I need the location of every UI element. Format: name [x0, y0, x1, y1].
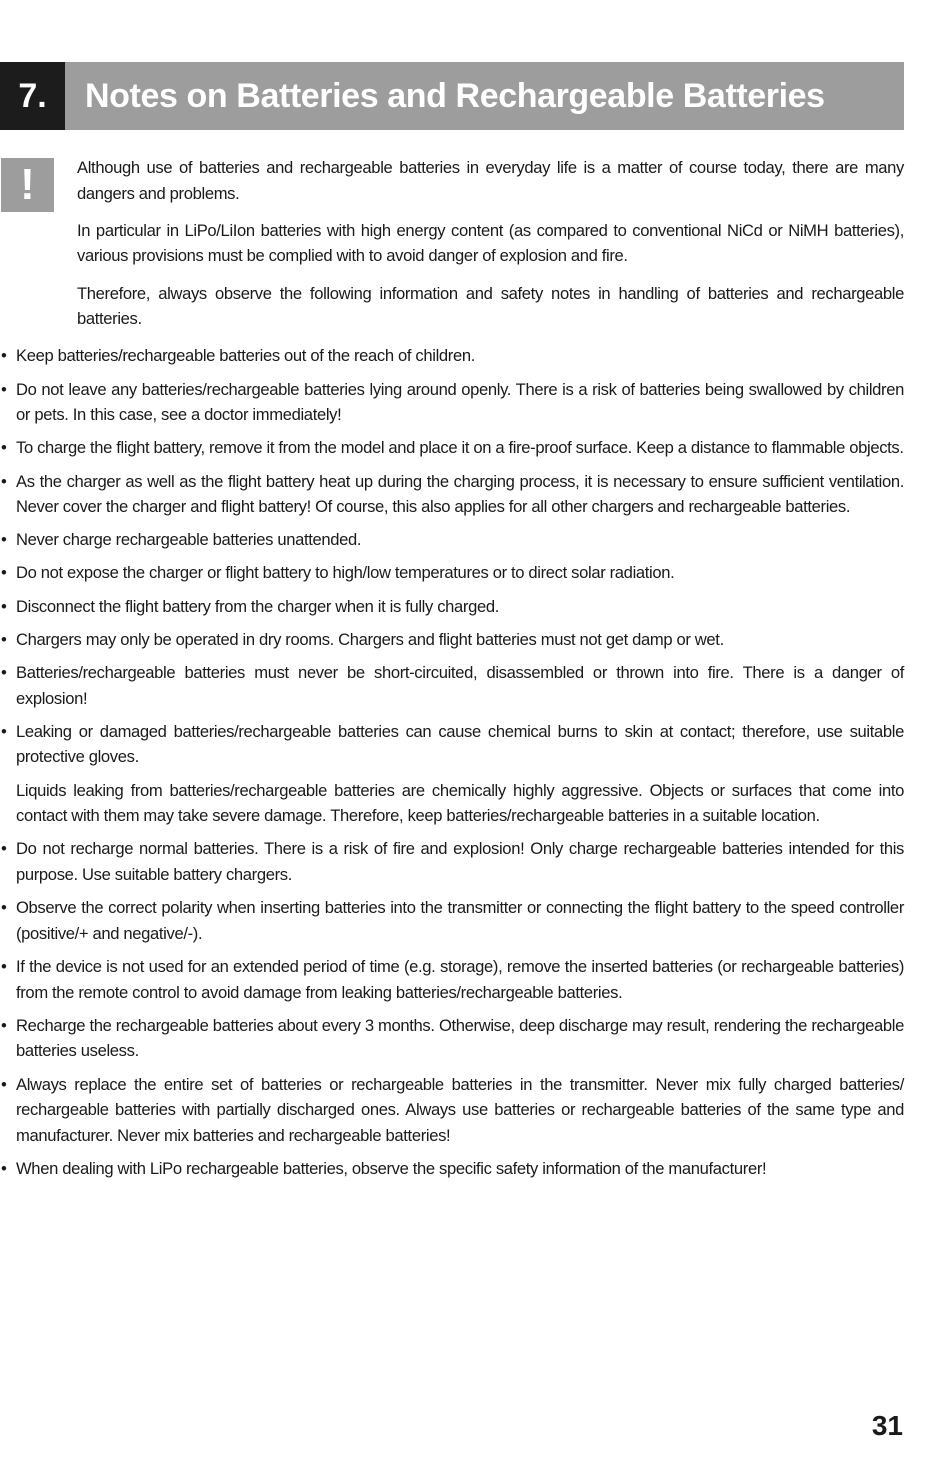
- intro-paragraph: Although use of batteries and rechargeable batteries in everyday life is a matter of course today, there are many dangers and problems.: [77, 158, 904, 203]
- warning-icon: !: [1, 158, 54, 212]
- page-content: [0, 155, 904, 1189]
- list-item: [0, 435, 904, 461]
- list-item: [0, 660, 904, 711]
- list-item-continuation: Liquids leaking from batteries/rechargeable batteries are chemically highly aggressive. Objects or surfaces that come into contact with them may take severe damage. Therefore, keep batteries/rechargeable batteries in a suitable location.: [16, 780, 904, 826]
- list-item: [0, 343, 904, 369]
- list-item: [0, 527, 904, 553]
- list-item: [0, 1072, 904, 1149]
- list-item: [0, 719, 904, 829]
- intro-paragraph: Therefore, always observe the following information and safety notes in handling of batteries and rechargeable batteries.: [77, 283, 904, 329]
- section-heading: [0, 62, 904, 130]
- page-number: 31: [871, 1410, 903, 1441]
- list-item: [0, 1013, 904, 1064]
- section-title: Notes on Batteries and Rechargeable Batteries: [65, 62, 904, 130]
- list-item-text: • Disconnect the flight battery from the charger when it is fully charged.: [16, 596, 500, 616]
- list-item-text: • Do not expose the charger or flight battery to high/low temperatures or to direct solar radiation.: [16, 563, 675, 583]
- list-item-text: • Keep batteries/rechargeable batteries out of the reach of children.: [16, 346, 475, 366]
- list-item: [0, 377, 904, 428]
- list-item: [0, 560, 904, 586]
- list-item-text: • Observe the correct polarity when inserting batteries into the transmitter or connecting the flight battery to the speed controller (positive/+ and negative/-).: [16, 898, 904, 943]
- list-item-text: • Do not recharge normal batteries. There is a risk of fire and explosion! Only charge rechargeable batteries intended for this purpose. Use suitable battery chargers.: [16, 839, 904, 884]
- list-item-text: • As the charger as well as the flight battery heat up during the charging process, it is necessary to ensure sufficient ventilation. Never cover the charger and flight battery! Of course, this also applies for all other chargers and rechargeable batteries.: [16, 471, 904, 517]
- list-item-text: • Batteries/rechargeable batteries must never be short-circuited, disassembled or thrown into fire. There is a danger of explosion!: [16, 663, 904, 708]
- list-item-text: • When dealing with LiPo rechargeable batteries, observe the specific safety information of the manufacturer!: [16, 1158, 767, 1178]
- intro-paragraph: In particular in LiPo/LiIon batteries with high energy content (as compared to conventional NiCd or NiMH batteries), various provisions must be complied with to avoid danger of explosion and fire.: [77, 220, 904, 266]
- list-item: [0, 469, 904, 520]
- list-item: [0, 627, 904, 653]
- section-number: 7.: [0, 62, 65, 130]
- intro-text: [0, 155, 904, 332]
- list-item: [0, 594, 904, 620]
- list-item-text: • If the device is not used for an extended period of time (e.g. storage), remove the inserted batteries (or rechargeable batteries) from the remote control to avoid damage from leaking batteries/rechargeable batteries.: [16, 956, 904, 1002]
- list-item-text: • Do not leave any batteries/rechargeable batteries lying around openly. There is a risk of batteries being swallowed by children or pets. In this case, see a doctor immediately!: [16, 379, 904, 425]
- list-item-text: • To charge the flight battery, remove it from the model and place it on a fire-proof surface. Keep a distance to flammable objects.: [16, 438, 904, 458]
- list-item-text: • Recharge the rechargeable batteries about every 3 months. Otherwise, deep discharge may result, rendering the rechargeable batteries useless.: [16, 1015, 904, 1061]
- safety-notes-list: [0, 343, 904, 1181]
- list-item-text: • Never charge rechargeable batteries unattended.: [16, 530, 362, 550]
- list-item: [0, 895, 904, 946]
- list-item: [0, 1156, 904, 1182]
- list-item: [0, 954, 904, 1005]
- list-item-text: • Leaking or damaged batteries/rechargeable batteries can cause chemical burns to skin at contact; therefore, use suitable protective gloves.: [16, 721, 904, 767]
- list-item-text: • Chargers may only be operated in dry rooms. Chargers and flight batteries must not get damp or wet.: [16, 629, 724, 649]
- list-item: [0, 836, 904, 887]
- list-item-text: • Always replace the entire set of batteries or rechargeable batteries in the transmitter. Never mix fully charged batteries/ rechargeable batteries with partially discharged ones. Always use batteries or rechargeable batteries of the same type and manufacturer. Never mix batteries and rechargeable batteries!: [16, 1074, 904, 1145]
